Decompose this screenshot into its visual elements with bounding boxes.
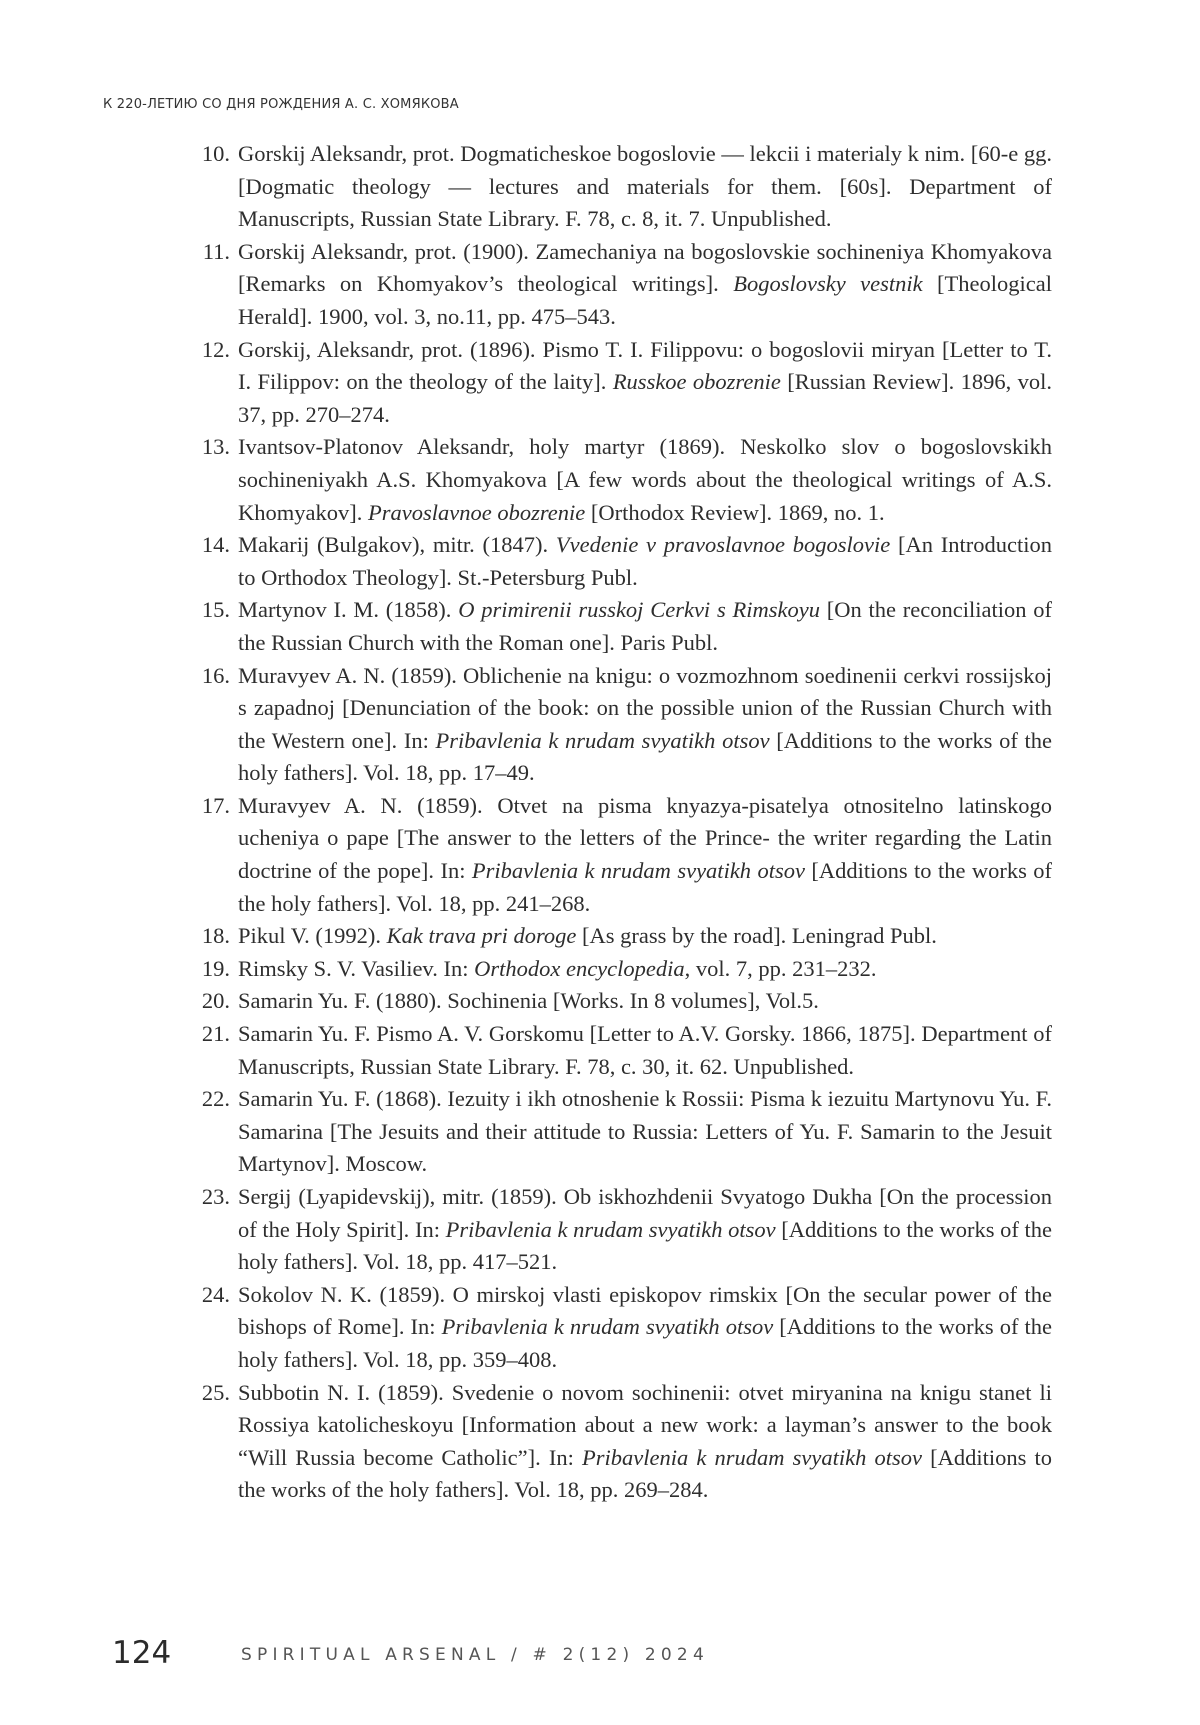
reference-item [190,334,1052,432]
reference-title-italic: Pribavlenia k nrudam svyatikh otsov [582,1444,922,1470]
reference-text [238,1282,1052,1372]
reference-item [190,920,1052,953]
reference-text-segment: Ivantsov-Platonov Aleksandr, holy martyr (1869). Neskolko slov o bogoslovskikh sochineniyakh A.S. Khomyakova [A few words about the theological writings of A.S. Khomyakov]. [238,434,1052,525]
reference-number: 23. [201,1184,230,1209]
reference-number: 15. [201,597,230,623]
reference-title-italic: Kak trava pri doroge [386,923,577,949]
reference-text [238,1184,1052,1274]
reference-item [190,1279,1052,1377]
reference-title-italic: Vvedenie v pravoslavnoe bogoslovie [555,532,891,558]
reference-text-segment: [Additions to the works of the holy fathers]. Vol. 18, pp. 359–408. [238,1314,1052,1372]
reference-number: 20. [201,988,230,1014]
reference-text [238,141,1052,231]
reference-text-segment: , vol. 7, pp. 231–232. [684,955,877,981]
reference-text-segment: [Additions to the works of the holy fathers]. Vol. 18, pp. 417–521. [238,1216,1053,1275]
reference-text-segment: [Russian Review]. 1896, vol. 37, pp. 270–274. [238,369,1052,427]
reference-text [238,988,819,1013]
reference-text-segment: [Additions to the works of the holy fathers]. Vol. 18, pp. 17–49. [238,727,1052,786]
reference-item [190,985,1052,1018]
reference-text [238,956,877,981]
reference-text-segment: Sokolov N. K. (1859). O mirskoj vlasti episkopov rimskix [On the secular power of the bishops of Rome]. In: [238,1281,1052,1340]
reference-item [190,236,1052,334]
reference-text-segment: Rimsky S. V. Vasiliev. In: [238,955,475,981]
reference-text [238,239,1052,329]
reference-text-segment: [Additions to the works of the holy fathers]. Vol. 18, pp. 241–268. [238,858,1053,916]
reference-item [190,1083,1052,1181]
reference-text-segment: Sergij (Lyapidevskij), mitr. (1859). Ob iskhozhdenii Svyatogo Dukha [On the procession of the Holy Spirit]. In: [238,1184,1052,1242]
reference-number: 25. [201,1379,230,1405]
reference-item [190,594,1052,659]
reference-title-italic: Russkoe obozrenie [612,369,781,395]
reference-text-segment: [An Introduction to Orthodox Theology]. St.-Petersburg Publ. [238,532,1052,590]
reference-item [190,1181,1052,1279]
reference-text-segment: Muravyev A. N. (1859). Oblichenie na knigu: o vozmozhnom soedinenii cerkvi rossijskoj s zapadnoj [Denunciation of the book: on the possible union of the Russian Church with the Western one]. In: [238,662,1052,753]
reference-title-italic: O primirenii russkoj Cerkvi s Rimskoyu [458,597,820,623]
reference-text-segment: Pikul V. (1992). [238,923,387,949]
reference-number: 11. [202,238,230,264]
reference-number: 16. [201,662,230,688]
reference-item [190,1018,1052,1083]
reference-title-italic: Pribavlenia k nrudam svyatikh otsov [471,858,805,884]
reference-text-segment: Gorskij, Aleksandr, prot. (1896). Pismo T. I. Filippovu: o bogoslovii miryan [Letter to T. I. Filippov: on the theology of the laity]. [238,336,1052,395]
reference-item [190,1377,1052,1507]
reference-text [238,337,1052,427]
reference-text [238,597,1052,655]
reference-number: 10. [201,141,230,166]
reference-title-italic: Pribavlenia k nrudam svyatikh otsov [435,727,770,753]
reference-number: 21. [201,1021,230,1047]
reference-title-italic: Pribavlenia k nrudam svyatikh otsov [445,1216,776,1242]
reference-number: 13. [201,434,230,460]
journal-footer: SPIRITUAL ARSENAL / # 2(12) 2024 [241,1645,709,1665]
reference-item [190,529,1052,594]
reference-item [190,953,1052,986]
reference-item [190,138,1052,236]
reference-text-segment: Subbotin N. I. (1859). Svedenie o novom sochinenii: otvet miryanina na knigu stanet li Rossiya katolicheskoyu [Information about a new work: a layman’s answer to the book “Will Russia become Catholic”]. In: [238,1379,1052,1470]
reference-number: 22. [201,1086,230,1112]
reference-text-segment: [Additions to the works of the holy fathers]. Vol. 18, pp. 269–284. [238,1444,1052,1503]
reference-list [190,138,1052,1507]
reference-text-segment: Makarij (Bulgakov), mitr. (1847). [238,532,556,558]
running-head: К 220-ЛЕТИЮ СО ДНЯ РОЖДЕНИЯ А. С. ХОМЯКОВА [103,97,459,112]
reference-item [190,660,1052,790]
reference-number: 12. [201,336,230,362]
reference-text [238,1021,1052,1079]
reference-number: 19. [201,955,230,981]
reference-number: 24. [201,1281,230,1307]
reference-number: 14. [201,532,230,558]
reference-text-segment: Samarin Yu. F. (1880). Sochinenia [Works. In 8 volumes], Vol.5. [238,988,819,1014]
reference-item [190,431,1052,529]
reference-title-italic: Orthodox encyclopedia [474,955,685,981]
reference-number: 18. [201,923,230,949]
reference-text-segment: Samarin Yu. F. (1868). Iezuity i ikh otnoshenie k Rossii: Pisma k iezuitu Martynovu Yu. F. Samarina [The Jesuits and their attitude to Russia: Letters of Yu. F. Samarin to the Jesuit Martynov]. Moscow. [238,1086,1052,1177]
reference-text [238,532,1052,590]
reference-text-segment: [As grass by the road]. Leningrad Publ. [576,923,937,949]
reference-item [190,790,1052,920]
reference-text [238,1086,1052,1176]
reference-text-segment: [On the reconciliation of the Russian Church with the Roman one]. Paris Publ. [238,597,1052,655]
reference-text [238,793,1052,916]
reference-text-segment: Samarin Yu. F. Pismo A. V. Gorskomu [Letter to A.V. Gorsky. 1866, 1875]. Department of Manuscripts, Russian State Library. F. 78, c. 30, it. 62. Unpublished. [238,1021,1052,1079]
reference-text-segment: Muravyev A. N. (1859). Otvet na pisma knyazya-pisatelya otnositelno latinskogo ucheniya o pape [The answer to the letters of the Prince- the writer regarding the Latin doctrine of the pope]. In: [238,792,1052,884]
reference-text-segment: Gorskij Aleksandr, prot. (1900). Zamechaniya na bogoslovskie sochineniya Khomyakova [Remarks on Khomyakov’s theological writings]. [238,238,1052,297]
reference-text-segment: [Theological Herald]. 1900, vol. 3, no.11, pp. 475–543. [238,271,1052,329]
reference-text [238,663,1052,786]
reference-text [238,1380,1052,1503]
reference-title-italic: Bogoslovsky vestnik [733,271,923,297]
reference-number: 17. [201,792,230,818]
reference-text-segment: Martynov I. M. (1858). [238,597,459,623]
reference-text-segment: Gorskij Aleksandr, prot. Dogmaticheskoe bogoslovie — lekcii i materialy k nim. [60-e gg. [Dogmatic theology — lectures and materials for them. [60s]. Department of Manuscripts, Russian State Library. F. 78, c. 8, it. 7. Unpublished. [238,141,1052,232]
reference-title-italic: Pribavlenia k nrudam svyatikh otsov [441,1314,774,1340]
page-number: 124 [112,1635,172,1671]
reference-text-segment: [Orthodox Review]. 1869, no. 1. [585,499,885,525]
reference-title-italic: Pravoslavnoe obozrenie [367,499,586,525]
reference-text [238,923,937,948]
reference-text [238,434,1052,524]
